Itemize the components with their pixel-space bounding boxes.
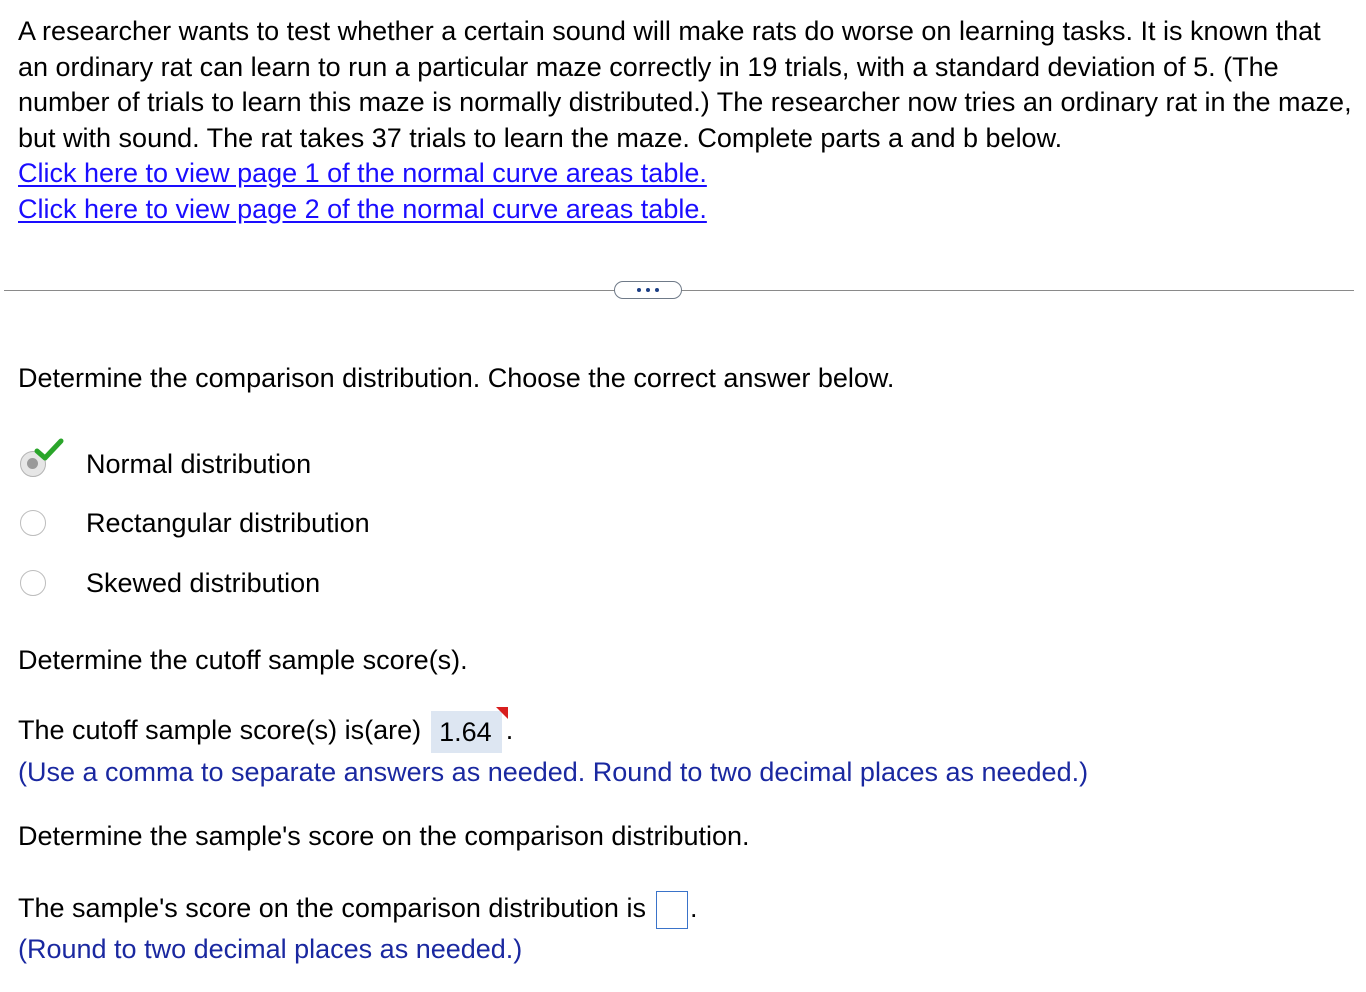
problem-text: A researcher wants to test whether a certain sound will make rats do worse on learning tasks. It is known that an ordinary rat can learn to run a particular maze correctly in 19 trials, with a standard deviation of 5. (The number of trials to learn this maze is normally distributed.) The researcher now tries an ordinary rat in the maze, but with sound. The rat takes 37 trials to learn the maze. Complete parts a and b below. <box>18 16 1352 153</box>
sample-score-hint: (Round to two decimal places as needed.) <box>18 934 523 964</box>
sample-score-answer-suffix: . <box>689 893 698 923</box>
cutoff-answer-suffix: . <box>505 715 514 745</box>
cutoff-answer-line <box>18 709 513 753</box>
cutoff-answer-prefix: The cutoff sample score(s) is(are) <box>18 715 422 745</box>
sample-score-answer-prefix: The sample's score on the comparison distribution is <box>18 893 646 923</box>
comparison-distribution-question: Determine the comparison distribution. Choose the correct answer below. <box>18 363 895 393</box>
radio-skewed-distribution[interactable] <box>20 570 46 596</box>
sample-score-answer-line <box>18 888 697 929</box>
normal-table-page1-link[interactable]: Click here to view page 1 of the normal curve areas table. <box>18 158 707 188</box>
more-options-icon <box>637 288 641 292</box>
option-skewed-distribution[interactable] <box>20 565 321 601</box>
more-options-button[interactable] <box>614 281 682 299</box>
normal-table-page2-link[interactable]: Click here to view page 2 of the normal curve areas table. <box>18 193 707 224</box>
radio-rectangular-distribution[interactable] <box>20 510 46 536</box>
option-normal-distribution[interactable] <box>20 446 312 482</box>
check-icon <box>34 438 64 464</box>
cutoff-question: Determine the cutoff sample score(s). <box>18 645 468 675</box>
sample-score-question: Determine the sample's score on the comparison distribution. <box>18 821 750 851</box>
more-options-dot <box>655 288 659 292</box>
sample-score-input[interactable] <box>656 891 688 929</box>
option-label: Normal distribution <box>86 449 312 479</box>
problem-statement <box>18 14 1353 227</box>
cutoff-answer-value: 1.64 <box>439 716 492 747</box>
more-options-dot <box>646 288 650 292</box>
cutoff-answer-field[interactable] <box>431 711 502 753</box>
cutoff-hint: (Use a comma to separate answers as needed. Round to two decimal places as needed.) <box>18 757 1089 787</box>
incorrect-flag-icon <box>496 707 508 719</box>
option-label: Skewed distribution <box>86 568 321 598</box>
option-label: Rectangular distribution <box>86 508 370 538</box>
option-rectangular-distribution[interactable] <box>20 505 370 541</box>
